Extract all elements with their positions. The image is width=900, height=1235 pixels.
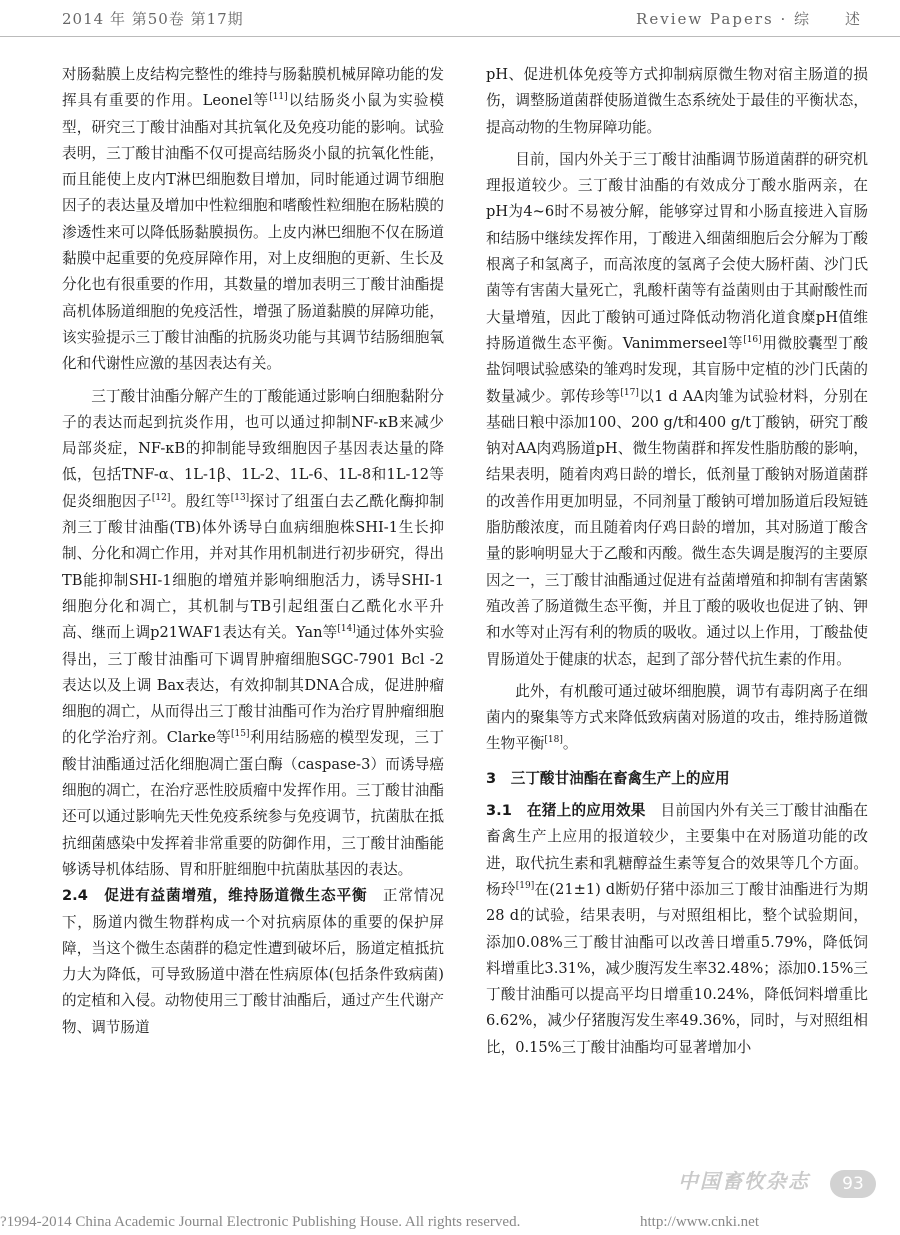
citation-ref: [13] bbox=[230, 492, 250, 503]
section-heading: 3 三丁酸甘油酯在畜禽生产上的应用 bbox=[486, 769, 730, 787]
journal-logo: 中国畜牧杂志 bbox=[678, 1169, 810, 1193]
text: 三丁酸甘油酯分解产生的丁酸能通过影响白细胞黏附分子的表达而起到抗炎作用，也可以通过抑制NF-κB来减少局部炎症，NF-κB的抑制能导致细胞因子基因表达量的降低，包括TNF-α、1L-1β、1L-2、1L-6、1L-8和1L-12等促炎细胞因子 bbox=[62, 387, 444, 510]
paragraph bbox=[62, 384, 444, 884]
paragraph bbox=[486, 679, 868, 758]
page-header bbox=[0, 0, 900, 40]
text: 以结肠炎小鼠为实验模型，研究三丁酸甘油酯对其抗氧化及免疫功能的影响。试验表明，三丁酸甘油酯不仅可提高结肠炎小鼠的抗氧化性能，而且能使上皮内T淋巴细胞数目增加，同时能通过调节细胞因子的表达量及增加中性粒细胞和嗜酸性粒细胞在肠粘膜的渗透性来可以降低肠黏膜损伤。上皮内淋巴细胞不仅在肠道黏膜中起重要的免疫屏障作用，对上皮细胞的更新、生长及分化也有很重要的作用，其数量的增加表明三丁酸甘油酯提高机体肠道细胞的免疫活性，增强了肠道黏膜的屏障功能，该实验提示三丁酸甘油酯的抗肠炎功能与其调节结肠细胞氧化和代谢性应激的基因表达有关。 bbox=[62, 92, 444, 373]
citation-ref: [15] bbox=[231, 729, 250, 740]
right-column bbox=[486, 62, 868, 1061]
citation-ref: [16] bbox=[743, 335, 762, 346]
text: 正常情况下，肠道内微生物群构成一个对抗病原体的重要的保护屏障，当这个微生态菌群的稳定性遭到破坏后，肠道定植抵抗力大为降低，可导致肠道中潜在性病原体(包括条件致病菌)的定植和入侵。动物使用三丁酸甘油酯后，通过产生代谢产物、调节肠道 bbox=[62, 887, 444, 1036]
left-column bbox=[62, 62, 444, 1041]
paragraph bbox=[62, 62, 444, 378]
header-rule bbox=[0, 36, 900, 37]
citation-ref: [11] bbox=[269, 92, 288, 103]
section-label: Review Papers · 综 述 bbox=[636, 10, 862, 28]
text: 通过体外实验得出，三丁酸甘油酯可下调胃肿瘤细胞SGC-7901 Bcl -2 表达以及上调 Bax表达，有效抑制其DNA合成，促进肿瘤细胞的凋亡，从而得出三丁酸甘油酯可作为治疗胃肿瘤细胞的化学治疗剂。Clarke等 bbox=[62, 624, 444, 747]
text: 利用结肠癌的模型发现，三丁酸甘油酯通过活化细胞凋亡蛋白酶（caspase-3）而诱导癌细胞的凋亡，在治疗恶性胶质瘤中发挥作用。三丁酸甘油酯还可以通过影响先天性免疫系统参与免疫调节，抗菌肽在抵抗细菌感染中发挥着非常重要的防御作用，三丁酸甘油酯能够诱导机体结肠、胃和肝脏细胞中抗菌肽基因的表达。 bbox=[62, 729, 444, 878]
page-footer bbox=[0, 1214, 900, 1231]
text: 目前，国内外关于三丁酸甘油酯调节肠道菌群的研究机理报道较少。三丁酸甘油酯的有效成分丁酸水脂两亲，在pH为4~6时不易被分解，能够穿过胃和小肠直接进入盲肠和结肠中继续发挥作用，丁酸进入细菌细胞后会分解为丁酸根离子和氢离子，而高浓度的氢离子会使大肠杆菌、沙门氏菌等有害菌大量死亡，乳酸杆菌等有益菌则由于其耐酸性而大量增殖，因此丁酸钠可通过降低动物消化道食糜pH值维持肠道微生态平衡。Vanimmerseel等 bbox=[486, 150, 868, 352]
text: 在(21±1) d断奶仔猪中添加三丁酸甘油酯进行为期28 d的试验，结果表明，与对照组相比，整个试验期间，添加0.08%三丁酸甘油酯可以改善日增重5.79%，降低饲料增重比3.31%，减少腹泻发生率32.48%；添加0.15%三丁酸甘油酯可以提高平均日增重10.24%，降低饲料增重比6.62%，减少仔猪腹泻发生率49.36%，同时，与对照组相比，0.15%三丁酸甘油酯均可显著增加小 bbox=[486, 880, 868, 1056]
paragraph bbox=[486, 798, 868, 1061]
website-url: http://www.cnki.net bbox=[640, 1214, 760, 1230]
text: 以1 d AA肉雏为试验材料，分别在基础日粮中添加100、200 g/t和400 g/t丁酸钠，研究丁酸钠对AA肉鸡肠道pH、微生物菌群和挥发性脂肪酸的影响，结果表明，随着肉鸡日龄的增长，低剂量丁酸钠对肠道菌群的改善作用更加明显，不同剂量丁酸钠可增加肠道后段短链脂肪酸浓度，而且随着肉仔鸡日龄的增加，其对肠道丁酸含量的影响明显大于乙酸和丙酸。微生态失调是腹泻的主要原因之一，三丁酸甘油酯通过促进有益菌增殖和抑制有害菌繁殖改善了肠道微生态平衡，并且丁酸的吸收也促进了钠、钾和水等对止泻有利的物质的吸收。通过以上作用，丁酸盐使胃肠道处于健康的状态，起到了部分替代抗生素的作用。 bbox=[486, 387, 868, 668]
citation-ref: [18] bbox=[544, 735, 563, 746]
text: 。殷红等 bbox=[170, 492, 231, 510]
citation-ref: [14] bbox=[337, 624, 356, 635]
citation-ref: [19] bbox=[515, 881, 535, 892]
section-heading: 2.4 促进有益菌增殖，维持肠道微生态平衡 bbox=[62, 887, 368, 905]
subsection-heading: 3.1 在猪上的应用效果 bbox=[486, 802, 646, 820]
text: 用微胶囊型丁酸盐饲喂试验感染的雏鸡时发现，其盲肠中定植的沙门氏菌的数量减少。郭传珍等 bbox=[486, 334, 868, 405]
text: 对肠黏膜上皮结构完整性的维持与肠黏膜机械屏障功能的发挥具有重要的作用。Leonel等 bbox=[62, 66, 444, 110]
page-number: 93 bbox=[830, 1170, 876, 1198]
citation-ref: [12] bbox=[151, 492, 171, 503]
text: 此外，有机酸可通过破坏细胞膜，调节有毒阴离子在细菌内的聚集等方式来降低致病菌对肠道的攻击，维持肠道微生物平衡 bbox=[486, 682, 868, 753]
copyright-notice: ?1994-2014 China Academic Journal Electronic Publishing House. All rights reserved. bbox=[0, 1214, 521, 1230]
paragraph bbox=[486, 147, 868, 673]
paragraph bbox=[62, 883, 444, 1041]
text: 。 bbox=[562, 735, 578, 753]
paragraph: pH、促进机体免疫等方式抑制病原微生物对宿主肠道的损伤，调整肠道菌群使肠道微生态系统处于最佳的平衡状态，提高动物的生物屏障功能。 bbox=[486, 66, 868, 136]
journal-issue: 2014 年 第50卷 第17期 bbox=[62, 10, 244, 28]
citation-ref: [17] bbox=[620, 387, 639, 398]
text: 探讨了组蛋白去乙酰化酶抑制剂三丁酸甘油酯(TB)体外诱导白血病细胞株SHI-1生长抑制、分化和凋亡作用，并对其作用机制进行初步研究，得出TB能抑制SHI-1细胞的增殖并影响细胞活力，诱导SHI-1细胞分化和凋亡，其机制与TB引起组蛋白乙酰化水平升高、继而上调p21WAF1表达有关。Yan等 bbox=[62, 492, 444, 642]
text: 目前国内外有关三丁酸甘油酯在畜禽生产上应用的报道较少，主要集中在对肠道功能的改进，取代抗生素和乳糖醇益生素等复合的效果等几个方面。杨玲 bbox=[486, 802, 868, 898]
